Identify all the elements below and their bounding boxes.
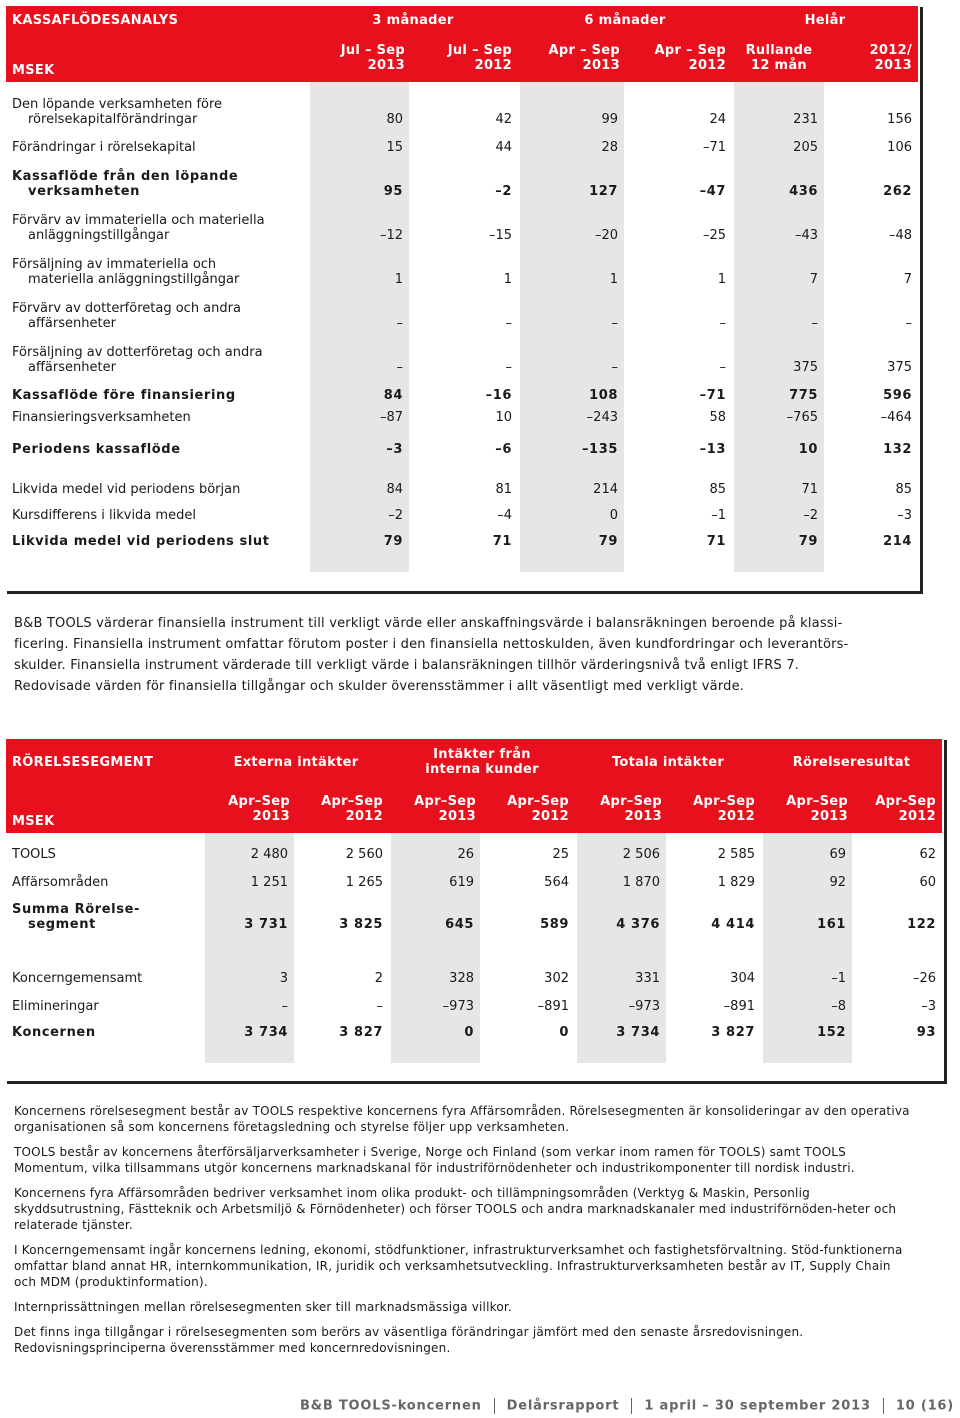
table-cell: 24 (709, 112, 726, 127)
table-cell: 1 265 (345, 875, 383, 890)
segment-note: TOOLS består av koncernens återförsäljarverksamheter i Sverige, Norge och Finland (som verkar inom ramen för TOOLS) samt TOOLS Momentum, vilka tillsammans utgör koncernens marknadskanal för industriförnödenheter och industrikomponenter till nordisk industri. (14, 1145, 855, 1175)
table-cell: 1 829 (717, 875, 755, 890)
table-cell: 2 585 (717, 847, 755, 862)
table-cell: – (505, 316, 512, 331)
group-internal-revenue: Intäkter från interna kunder (389, 739, 575, 785)
segments-currency: MSEK (6, 785, 203, 833)
row-label-line: verksamheten (28, 184, 140, 199)
group-total-revenue: Totala intäkter (575, 739, 761, 785)
row-label-line: Kassaflöde före finansiering (12, 388, 236, 403)
table-cell: 775 (732, 378, 826, 406)
table-row (6, 989, 942, 1017)
row-label (6, 1017, 203, 1043)
table-cell: 79 (308, 526, 411, 552)
row-label (6, 837, 203, 865)
table-cell: 127 (518, 162, 626, 202)
row-label (6, 865, 203, 893)
table-cell: 3 734 (203, 1017, 296, 1043)
table-cell: –3 (308, 432, 411, 460)
table-cell: 26 (389, 837, 482, 865)
row-label (6, 474, 308, 500)
table-cell: –71 (699, 388, 726, 403)
table-cell: 596 (883, 388, 912, 403)
col-header: Apr–Sep 2012 (668, 785, 761, 833)
table-row (6, 1017, 942, 1043)
table-cell: 85 (709, 482, 726, 497)
row-label (6, 526, 308, 552)
table-cell: 564 (544, 875, 569, 890)
table-cell: –464 (880, 410, 912, 425)
table-cell: 62 (919, 847, 936, 862)
row-label-line: affärsenheter (28, 360, 116, 375)
table-cell: –1 (761, 961, 854, 989)
table-row (6, 338, 918, 378)
table-cell: –2 (732, 500, 826, 526)
table-cell: 79 (518, 526, 626, 552)
row-label-line: materiella anläggningstillgångar (28, 272, 240, 287)
table-cell: 28 (518, 130, 626, 158)
table-cell: 71 (706, 534, 726, 549)
row-label (6, 378, 308, 406)
table-row (6, 474, 918, 500)
row-label-line: Koncerngemensamt (12, 971, 143, 986)
table-cell: 7 (732, 250, 826, 290)
table-cell: 2 506 (575, 837, 668, 865)
segment-note: Koncernens rörelsesegment består av TOOLS respektive koncernens fyra Affärsområden. Rörelsesegmenten är konsolideringar av den operativa organisationen så som koncernens företagsledning och styrelse följer upp verksamheten. (14, 1104, 910, 1134)
row-label-line: Affärsområden (12, 875, 109, 890)
table-cell: 0 (518, 500, 626, 526)
row-label-line: Förvärv av immateriella och materiella (12, 213, 265, 228)
footer-page: 10 (16) (895, 1398, 955, 1414)
spacer-row (6, 935, 942, 961)
col-header: Jul – Sep 2012 (411, 34, 518, 82)
row-label-line: TOOLS (12, 847, 56, 862)
table-cell: 302 (544, 971, 569, 986)
table-cell: 44 (495, 140, 512, 155)
table-cell: 108 (518, 378, 626, 406)
table-cell: 25 (552, 847, 569, 862)
table-cell: – (905, 316, 912, 331)
row-label-line: Periodens kassaflöde (12, 442, 181, 457)
table-cell: 42 (495, 112, 512, 127)
table-cell: 58 (709, 410, 726, 425)
table-cell: 3 827 (339, 1025, 383, 1040)
table-cell: 231 (732, 88, 826, 130)
financial-instruments-note (14, 613, 849, 697)
table-row (6, 526, 918, 552)
table-row (6, 893, 942, 935)
row-label-line: Kassaflöde från den löpande (12, 169, 239, 184)
table-cell: –15 (488, 228, 512, 243)
spacer-row (6, 552, 918, 572)
table-row (6, 378, 918, 406)
table-cell: –43 (732, 206, 826, 246)
footer-report: Delårsrapport (506, 1398, 620, 1414)
segment-notes (14, 1103, 914, 1365)
table-cell: 80 (308, 88, 411, 130)
table-cell: 10 (732, 432, 826, 460)
table-cell: – (376, 999, 383, 1014)
table-cell: 3 827 (711, 1025, 755, 1040)
table-cell: –1 (711, 508, 726, 523)
table-row (6, 406, 918, 428)
table-cell: 3 825 (339, 917, 383, 932)
note-line: Redovisade värden för finansiella tillgångar och skulder överensstämmer i allt väsentligt med verkligt värde. (14, 679, 745, 694)
table-cell: –243 (518, 406, 626, 428)
col-header: Apr–Sep 2012 (296, 785, 389, 833)
table-cell: 619 (389, 865, 482, 893)
spacer-row (6, 1043, 942, 1063)
cashflow-title: KASSAFLÖDESANALYS (6, 6, 308, 34)
row-label (6, 961, 203, 989)
footer-divider (631, 1398, 632, 1414)
footer-company: B&B TOOLS-koncernen (300, 1398, 482, 1414)
table-cell: 84 (308, 378, 411, 406)
segments-table (6, 739, 942, 1063)
table-row (6, 250, 918, 290)
table-row (6, 500, 918, 526)
row-label-line: Elimineringar (12, 999, 99, 1014)
row-label (6, 338, 308, 378)
table-row (6, 206, 918, 246)
table-cell: – (518, 338, 626, 378)
table-cell: 331 (575, 961, 668, 989)
table-cell: 304 (730, 971, 755, 986)
table-cell: 0 (559, 1025, 569, 1040)
row-label (6, 406, 308, 428)
col-header: Apr – Sep 2013 (518, 34, 626, 82)
table-cell: 1 (717, 272, 726, 287)
table-cell: 645 (389, 893, 482, 935)
table-cell: 71 (492, 534, 512, 549)
table-cell: 1 870 (575, 865, 668, 893)
table-cell: –891 (537, 999, 569, 1014)
table-cell: –8 (761, 989, 854, 1017)
footer-period: 1 april – 30 september 2013 (644, 1398, 871, 1414)
table-cell: –973 (389, 989, 482, 1017)
table-cell: –13 (699, 442, 726, 457)
col-header: Apr–Sep 2013 (203, 785, 296, 833)
group-6-months: 6 månader (518, 6, 732, 34)
table-cell: –12 (308, 206, 411, 246)
table-cell: 85 (895, 482, 912, 497)
table-cell: –25 (702, 228, 726, 243)
cashflow-table (6, 6, 918, 572)
table-cell: 2 480 (203, 837, 296, 865)
table-cell: –47 (699, 184, 726, 199)
row-label-line: Försäljning av dotterföretag och andra (12, 345, 263, 360)
row-label (6, 130, 308, 158)
table-cell: 589 (540, 917, 569, 932)
table-cell: 71 (732, 474, 826, 500)
table-cell: 92 (761, 865, 854, 893)
table-cell: –2 (495, 184, 512, 199)
table-cell: –6 (495, 442, 512, 457)
table-cell: 205 (732, 130, 826, 158)
table-cell: 132 (883, 442, 912, 457)
row-label (6, 206, 308, 246)
table-cell: – (203, 989, 296, 1017)
row-label-line: Finansieringsverksamheten (12, 410, 191, 425)
row-label-line: rörelsekapitalförändringar (28, 112, 198, 127)
table-cell: 2 560 (345, 847, 383, 862)
table-cell: 122 (907, 917, 936, 932)
table-cell: –973 (575, 989, 668, 1017)
table-cell: 1 251 (203, 865, 296, 893)
table-cell: –4 (497, 508, 512, 523)
segments-title: RÖRELSESEGMENT (6, 739, 203, 785)
col-header: 2012/ 2013 (826, 34, 918, 82)
segment-note: Koncernens fyra Affärsområden bedriver verksamhet inom olika produkt- och tillämpningsområden (Verktyg & Maskin, Personlig skyddsutrustning, Fästteknik och Arbetsmiljö & Förnödenheter) och förser TOOLS och andra marknadskanaler med industriförnöden-heter och relaterade tjänster. (14, 1186, 897, 1232)
group-3-months: 3 månader (308, 6, 518, 34)
table-cell: 3 731 (203, 893, 296, 935)
table-row (6, 88, 918, 130)
col-header: Apr–Sep 2013 (389, 785, 482, 833)
table-cell: 10 (495, 410, 512, 425)
table-cell: – (505, 360, 512, 375)
table-cell: 4 414 (711, 917, 755, 932)
table-cell: –891 (723, 999, 755, 1014)
table-cell: 69 (761, 837, 854, 865)
col-header: Apr–Sep 2013 (575, 785, 668, 833)
segment-note: Det finns inga tillgångar i rörelsesegmenten som berörs av väsentliga förändringar jämfört med den senaste årsredovisningen. Redovisningsprinciperna överensstämmer med koncernredovisningen. (14, 1325, 804, 1355)
table-cell: 328 (389, 961, 482, 989)
table-cell: 262 (883, 184, 912, 199)
note-line: skulder. Finansiella instrument värderade till verkligt värde i balansräkningen tillhör värderingsnivå två enligt IFRS 7. (14, 658, 800, 673)
col-header: Jul – Sep 2013 (308, 34, 411, 82)
table-cell: –20 (518, 206, 626, 246)
table-row (6, 432, 918, 460)
col-header: Apr–Sep 2013 (761, 785, 854, 833)
table-cell: 0 (389, 1017, 482, 1043)
table-cell: 106 (887, 140, 912, 155)
table-cell: 375 (732, 338, 826, 378)
table-row (6, 130, 918, 158)
table-cell: 436 (732, 162, 826, 202)
table-cell: 95 (308, 162, 411, 202)
table-cell: 375 (887, 360, 912, 375)
row-label (6, 250, 308, 290)
table-cell: –3 (897, 508, 912, 523)
row-label (6, 893, 203, 935)
table-cell: 214 (518, 474, 626, 500)
col-header: Apr – Sep 2012 (626, 34, 732, 82)
table-cell: – (719, 360, 726, 375)
footer-divider (494, 1398, 495, 1414)
table-cell: – (719, 316, 726, 331)
table-cell: 79 (732, 526, 826, 552)
row-label-line: Likvida medel vid periodens början (12, 482, 241, 497)
table-cell: 7 (903, 272, 912, 287)
table-cell: –765 (732, 406, 826, 428)
group-full-year: Helår (732, 6, 918, 34)
row-label (6, 88, 308, 130)
row-label-line: Förändringar i rörelsekapital (12, 140, 196, 155)
table-cell: 99 (518, 88, 626, 130)
segment-note: Internprissättningen mellan rörelsesegmenten sker till marknadsmässiga villkor. (14, 1300, 512, 1314)
row-label-line: segment (28, 917, 96, 932)
table-cell: 1 (308, 250, 411, 290)
table-cell: 60 (919, 875, 936, 890)
table-cell: 93 (916, 1025, 936, 1040)
table-cell: –16 (485, 388, 512, 403)
row-label-line: Koncernen (12, 1025, 96, 1040)
table-cell: 1 (518, 250, 626, 290)
table-cell: –2 (308, 500, 411, 526)
table-cell: – (518, 294, 626, 334)
row-label-line: anläggningstillgångar (28, 228, 170, 243)
table-cell: –135 (518, 432, 626, 460)
page-footer (300, 1398, 954, 1414)
col-header: Rullande 12 mån (732, 34, 826, 82)
group-operating-result: Rörelseresultat (761, 739, 942, 785)
cashflow-currency: MSEK (6, 34, 308, 82)
row-label-line: affärsenheter (28, 316, 116, 331)
table-cell: 156 (887, 112, 912, 127)
row-label-line: Likvida medel vid periodens slut (12, 534, 270, 549)
row-label (6, 294, 308, 334)
table-row (6, 865, 942, 893)
col-header: Apr–Sep 2012 (482, 785, 575, 833)
table-row (6, 961, 942, 989)
note-line: ficering. Finansiella instrument omfattar förutom poster i den finansiella nettoskulden, även kundfordringar och leverantörs- (14, 637, 849, 652)
table-cell: 214 (883, 534, 912, 549)
table-cell: – (732, 294, 826, 334)
table-cell: –48 (888, 228, 912, 243)
spacer-row (6, 460, 918, 474)
table-cell: 3 (203, 961, 296, 989)
row-label (6, 432, 308, 460)
table-cell: –87 (308, 406, 411, 428)
table-cell: –71 (702, 140, 726, 155)
row-label (6, 989, 203, 1017)
table-row (6, 837, 942, 865)
row-label-line: Försäljning av immateriella och (12, 257, 217, 272)
segment-note: I Koncerngemensamt ingår koncernens ledning, ekonomi, stödfunktioner, infrastrukturverksamhet och fastighetsförvaltning. Stöd-funktionerna omfattar bland annat HR, internkommunikation, IR, juridik och verksamhetsutveckling. Infrastrukturverksamheten består av IT, Supply Chain och MDM (produktinformation). (14, 1243, 903, 1289)
footer-divider (883, 1398, 884, 1414)
table-cell: 161 (761, 893, 854, 935)
table-cell: 4 376 (575, 893, 668, 935)
table-cell: 3 734 (575, 1017, 668, 1043)
table-cell: – (308, 338, 411, 378)
col-header: Apr-Sep 2012 (854, 785, 942, 833)
table-row (6, 294, 918, 334)
group-external-revenue: Externa intäkter (203, 739, 389, 785)
note-line: B&B TOOLS värderar finansiella instrument till verkligt värde eller anskaffningsvärde i balansräkningen beroende på klassi- (14, 616, 843, 631)
row-label-line: Summa Rörelse- (12, 902, 140, 917)
table-row (6, 162, 918, 202)
table-cell: 1 (503, 272, 512, 287)
table-cell: 15 (308, 130, 411, 158)
row-label (6, 500, 308, 526)
table-cell: –26 (912, 971, 936, 986)
row-label (6, 162, 308, 202)
table-cell: – (308, 294, 411, 334)
table-cell: 152 (761, 1017, 854, 1043)
table-cell: 2 (374, 971, 383, 986)
row-label-line: Kursdifferens i likvida medel (12, 508, 196, 523)
row-label-line: Den löpande verksamheten före (12, 97, 223, 112)
table-cell: 81 (495, 482, 512, 497)
table-cell: 84 (308, 474, 411, 500)
table-cell: –3 (921, 999, 936, 1014)
row-label-line: Förvärv av dotterföretag och andra (12, 301, 241, 316)
